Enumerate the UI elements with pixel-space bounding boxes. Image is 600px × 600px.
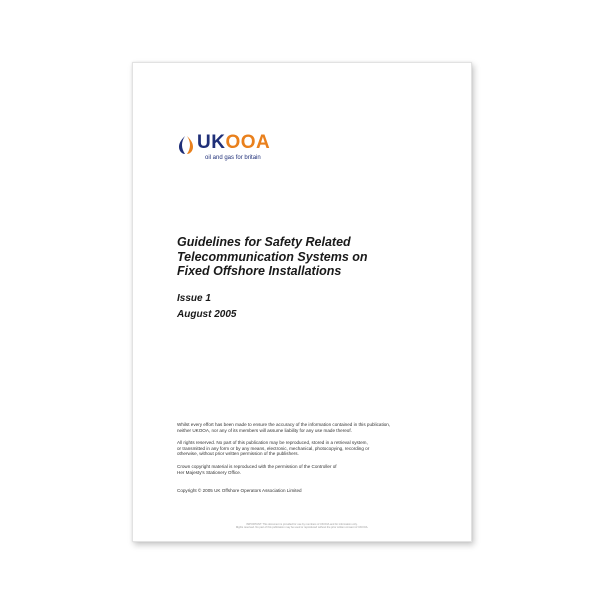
rights-line: All rights reserved. No part of this publication may be reproduced, stored in a retrieval system, <box>177 440 368 445</box>
logo-wordmark-ooa: OOA <box>225 132 271 153</box>
title-line: Telecommunication Systems on <box>177 249 368 264</box>
issue-number: Issue 1 <box>177 293 211 304</box>
crown-copyright-paragraph <box>177 464 457 475</box>
rights-line: otherwise, without prior written permission of the publishers. <box>177 451 299 457</box>
copyright-paragraph <box>177 488 457 494</box>
crown-line: Crown copyright material is reproduced with the permission of the Controller of <box>177 464 337 469</box>
crown-line: Her Majesty's Stationery Office. <box>177 469 242 475</box>
disclaimer-line: Whilst every effort has been made to ensure the accuracy of the information contained in this publication, <box>177 422 391 427</box>
drop-logo-icon <box>177 135 195 155</box>
logo-tagline: oil and gas for britain <box>205 155 261 161</box>
title-line: Fixed Offshore Installations <box>177 264 342 278</box>
disclaimer-paragraph <box>177 422 457 433</box>
footer-line: Rights reserved. No part of this publication may be used or reproduced without the prior written consent of UKOOA. <box>235 526 369 530</box>
copyright-line: Copyright © 2005 UK Offshore Operators Association Limited <box>177 488 302 493</box>
rights-paragraph <box>177 440 457 457</box>
disclaimer-line: neither UKOOA, nor any of its members will assume liability for any use made thereof. <box>177 427 352 433</box>
logo-wordmark-uk: UK <box>197 132 226 153</box>
issue-date: August 2005 <box>177 309 237 320</box>
document-title <box>177 235 447 279</box>
logo-wordmark <box>197 132 270 154</box>
title-line: Guidelines for Safety Related <box>177 235 351 249</box>
document-page <box>132 62 472 542</box>
rights-line: or transmitted in any form or by any means, electronic, mechanical, photocopying, recording or <box>177 445 370 451</box>
ukooa-logo <box>175 130 285 170</box>
page-footer <box>133 523 471 529</box>
footer-line: IMPORTANT: This document is provided for use by members of UKOOA and for information only. <box>246 523 358 526</box>
